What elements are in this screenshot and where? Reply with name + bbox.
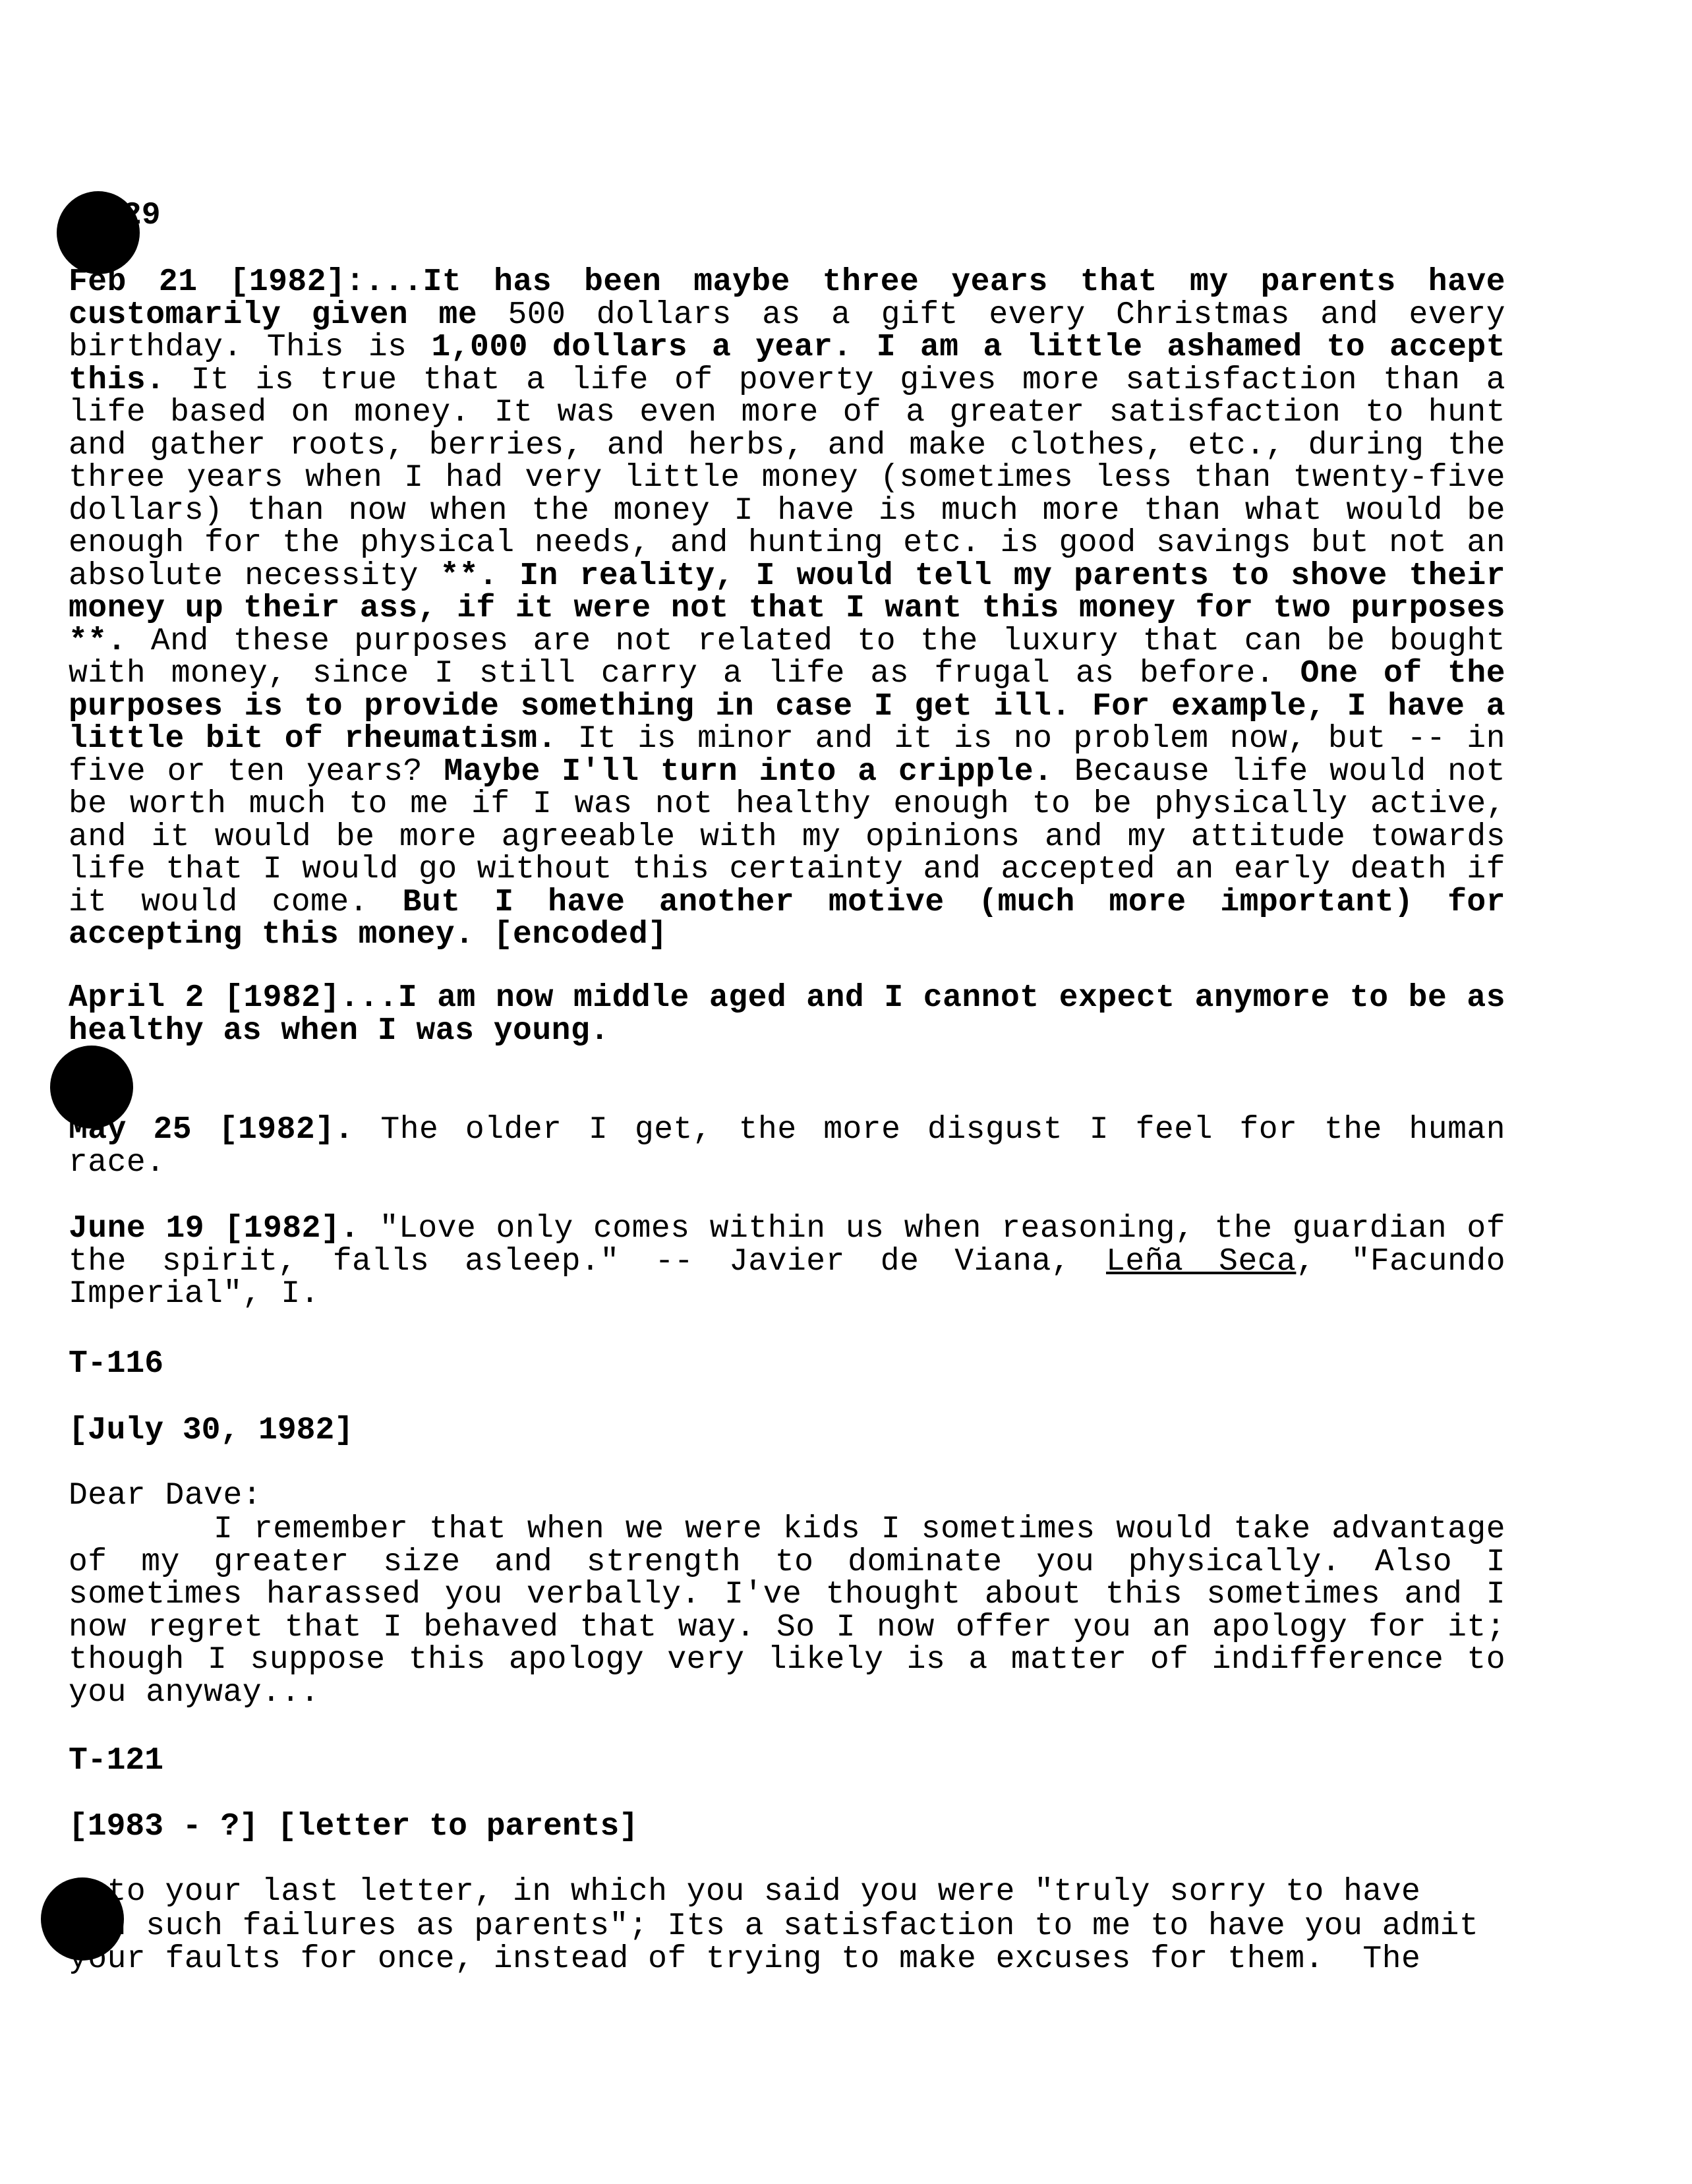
letter-to-parents-line-1: to your last letter, in which you said you were "truly sorry to have xyxy=(69,1874,1421,1910)
letter-body xyxy=(69,1514,1505,1709)
plain-text: It is minor and it is no problem now, but -- in five or ten years? xyxy=(69,721,1506,790)
plain-text: , "Facundo Imperial", I. xyxy=(69,1243,1506,1312)
plain-text: 500 dollars as a gift every Christmas and every birthday. This is xyxy=(69,297,1506,365)
bold-text: 1,000 dollars a year. I am a little ashamed to accept this. xyxy=(69,330,1506,398)
entry-april-2 xyxy=(69,982,1505,1048)
plain-text: It is true that a life of poverty gives more satisfaction than a life based on money. It was even more of a greater satisfaction to hunt and gather roots, berries, and herbs, and make clothes, etc., during the three years when I had very little money (sometimes less than twenty-five dollars) than now when the money I have is much more than what would be enough for the physical needs, and hunting etc. is good savings but not an absolute necessity xyxy=(69,362,1505,594)
entry-june-19 xyxy=(69,1213,1505,1311)
quote-text: "Love only comes within us when reasoning, the guardian of the spirit, falls asleep." -- Javier de Viana, xyxy=(69,1211,1505,1280)
bold-text: But I have another motive (much more important) for accepting this money. [encoded] xyxy=(69,884,1505,953)
plain-text: And these purposes are not related to the luxury that can be bought with money, since I still carry a life as frugal as before. xyxy=(69,623,1505,692)
entry-feb-21 xyxy=(69,266,1505,952)
bold-text: It has been maybe three years that my parents have customarily given me xyxy=(69,264,1505,333)
entry-date: May 25 [1982]. xyxy=(69,1112,354,1148)
letter-to-parents-line-2: n such failures as parents"; Its a satisfaction to me to have you admit xyxy=(69,1908,1479,1944)
page-number: 29 xyxy=(123,198,161,233)
section-label-t116: T-116 xyxy=(69,1346,164,1382)
plain-text: I remember that when we were kids I sometimes would take advantage of my greater size and strength to dominate you physically. Also I sometimes harassed you verbally. I've thought about this sometimes and I now regret that I behaved that way. So I now offer you an apology for it; though I suppose this apology very likely is a matter of indifference to you anyway... xyxy=(69,1512,1505,1711)
section-label-t121: T-121 xyxy=(69,1743,164,1779)
book-title: Leña Seca xyxy=(1106,1243,1297,1280)
entry-date: Feb 21 [1982]:... xyxy=(69,264,423,300)
entry-may-25 xyxy=(69,1114,1505,1179)
plain-text: Because life would not be worth much to me if I was not healthy enough to be physically active, and it would be more agreeable with my opinions and my attitude towards life that I would go without this certainty and accepted an early death if it would come. xyxy=(69,753,1505,920)
entry-date: June 19 [1982]. xyxy=(69,1211,360,1247)
letter-salutation: Dear Dave: xyxy=(69,1478,262,1514)
section-date-t121: [1983 - ?] [letter to parents] xyxy=(69,1809,639,1845)
bold-text: Maybe I'll turn into a cripple. xyxy=(444,753,1053,790)
bold-text: April 2 [1982]...I am now middle aged and I cannot expect anymore to be as healthy as when I was young. xyxy=(69,980,1505,1049)
letter-to-parents-line-3: your faults for once, instead of trying to make excuses for them. The xyxy=(69,1941,1421,1977)
plain-text: The older I get, the more disgust I feel for the human race. xyxy=(69,1112,1506,1181)
bold-text: One of the purposes is to provide something in case I get ill. For example, I have a little bit of rheumatism. xyxy=(69,656,1506,757)
section-date-t116: [July 30, 1982] xyxy=(69,1413,354,1448)
bold-text: **. In reality, I would tell my parents to shove their money up their ass, if it were not that I want this money for two purposes **. xyxy=(69,558,1506,659)
